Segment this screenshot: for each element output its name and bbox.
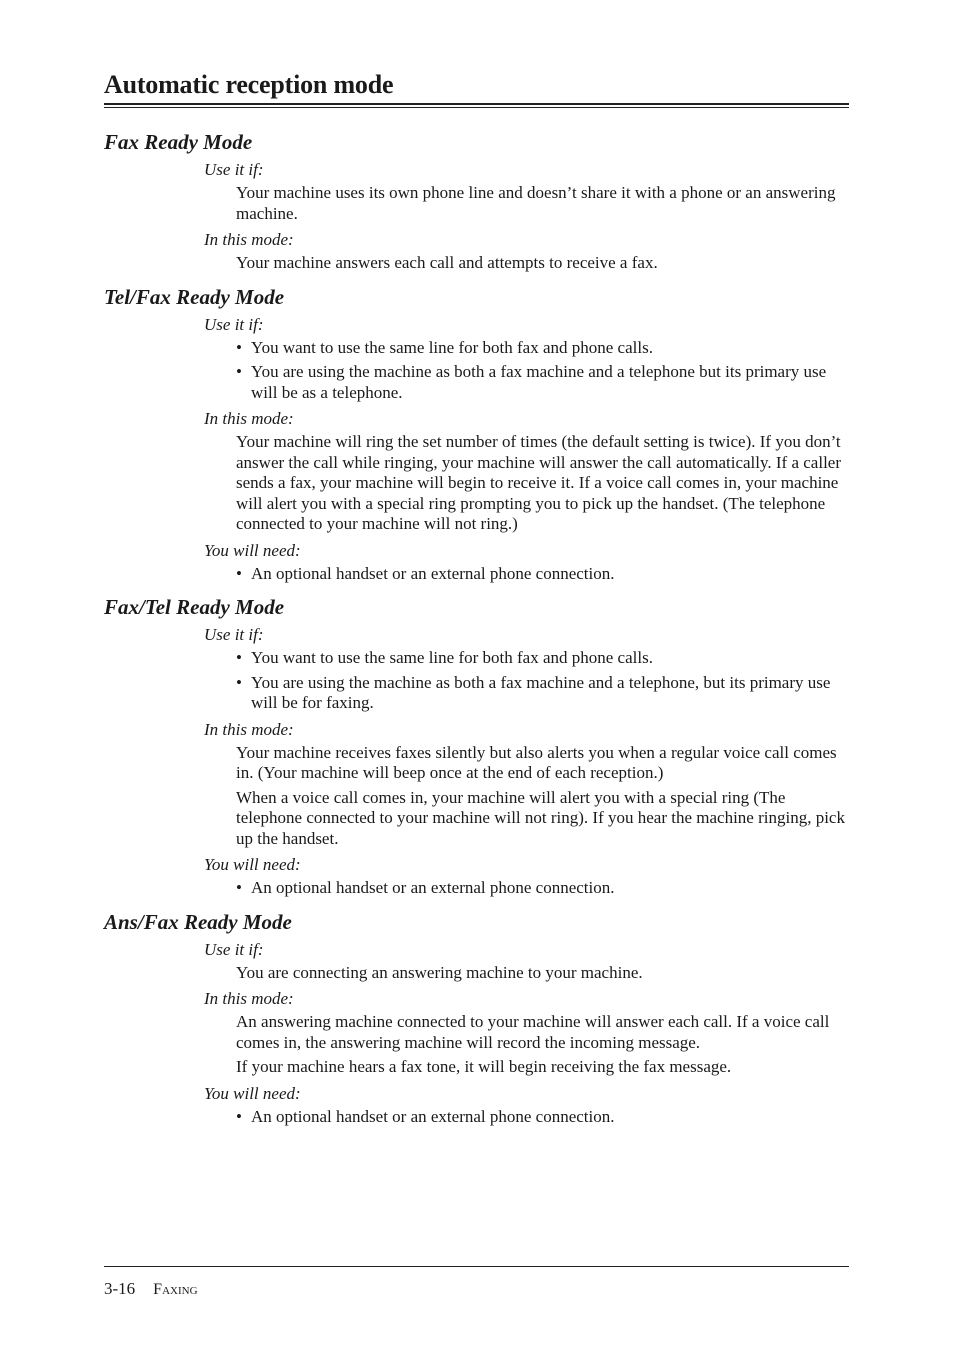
paragraph: Your machine uses its own phone line and doesn’t share it with a phone or an answering machine. (236, 183, 836, 223)
bullet-text: You are using the machine as both a fax machine and a telephone, but its primary use will be for faxing. (251, 672, 831, 712)
section-heading: Fax Ready Mode (104, 130, 253, 154)
footer-rule (104, 1266, 849, 1267)
section-heading: Tel/Fax Ready Mode (104, 284, 285, 309)
bullet-icon: • (236, 648, 242, 667)
bullet-item (236, 1107, 849, 1128)
subsection-label: You will need: (204, 540, 301, 560)
bullet-icon: • (236, 337, 242, 357)
bullet-text: An optional handset or an external phone connection. (251, 878, 615, 897)
subsection-label: In this mode: (204, 409, 294, 428)
bullet-item (236, 878, 849, 899)
page-title: Automatic reception mode (104, 70, 394, 99)
title-rule-thick (104, 103, 849, 105)
section (104, 593, 849, 899)
subsection-label: In this mode: (204, 719, 294, 739)
bullet-icon: • (236, 362, 242, 381)
paragraph: You are connecting an answering machine to your machine. (236, 962, 643, 982)
paragraph: Your machine answers each call and attempts to receive a fax. (236, 253, 658, 272)
content-body (104, 128, 849, 1136)
section (104, 128, 849, 274)
page-footer (104, 1279, 198, 1299)
subsection-label: In this mode: (204, 989, 294, 1008)
paragraph: When a voice call comes in, your machine will alert you with a special ring (The telephone connected to your machine will not ring). If you hear the machine ringing, pick up the handset. (236, 787, 845, 848)
section-heading: Fax/Tel Ready Mode (104, 595, 285, 619)
subsection-label: Use it if: (204, 939, 264, 959)
title-rule-thin (104, 107, 849, 108)
subsection-label: Use it if: (204, 625, 264, 644)
page-number: 3-16 (104, 1279, 136, 1298)
bullet-item (236, 648, 849, 669)
bullet-item (236, 564, 849, 585)
bullet-item (236, 673, 849, 714)
bullet-text: You are using the machine as both a fax machine and a telephone but its primary use will be as a telephone. (251, 362, 827, 402)
bullet-text: An optional handset or an external phone connection. (251, 1106, 615, 1126)
subsection-label: Use it if: (204, 160, 264, 179)
bullet-text: You want to use the same line for both fax and phone calls. (251, 337, 653, 357)
bullet-text: An optional handset or an external phone connection. (251, 563, 615, 583)
section (104, 283, 849, 585)
subsection-label: In this mode: (204, 230, 294, 249)
chapter-name: Faxing (153, 1281, 198, 1298)
subsection-label: Use it if: (204, 314, 264, 334)
bullet-item (236, 338, 849, 359)
section-heading: Ans/Fax Ready Mode (104, 909, 292, 934)
paragraph: Your machine receives faxes silently but also alerts you when a regular voice call comes in. (Your machine will beep once at the end of each reception.) (236, 742, 837, 782)
paragraph: An answering machine connected to your machine will answer each call. If a voice call comes in, the answering machine will record the incoming message. (236, 1012, 830, 1052)
subsection-label: You will need: (204, 855, 301, 874)
section (104, 908, 849, 1128)
bullet-text: You want to use the same line for both fax and phone calls. (251, 648, 653, 667)
bullet-item (236, 362, 849, 403)
subsection-label: You will need: (204, 1083, 301, 1103)
paragraph: If your machine hears a fax tone, it will begin receiving the fax message. (236, 1057, 732, 1076)
bullet-icon: • (236, 1106, 242, 1126)
paragraph: Your machine will ring the set number of times (the default setting is twice). If you don’t answer the call while ringing, your machine will answer the call automatically. If a caller sends a fax, your machine will begin to receive it. If a voice call comes in, your machine will alert you with a special ring prompting you to pick up the handset. (The telephone connected to your machine will not ring.) (236, 432, 841, 533)
bullet-icon: • (236, 878, 242, 897)
bullet-icon: • (236, 672, 242, 692)
bullet-icon: • (236, 563, 242, 583)
